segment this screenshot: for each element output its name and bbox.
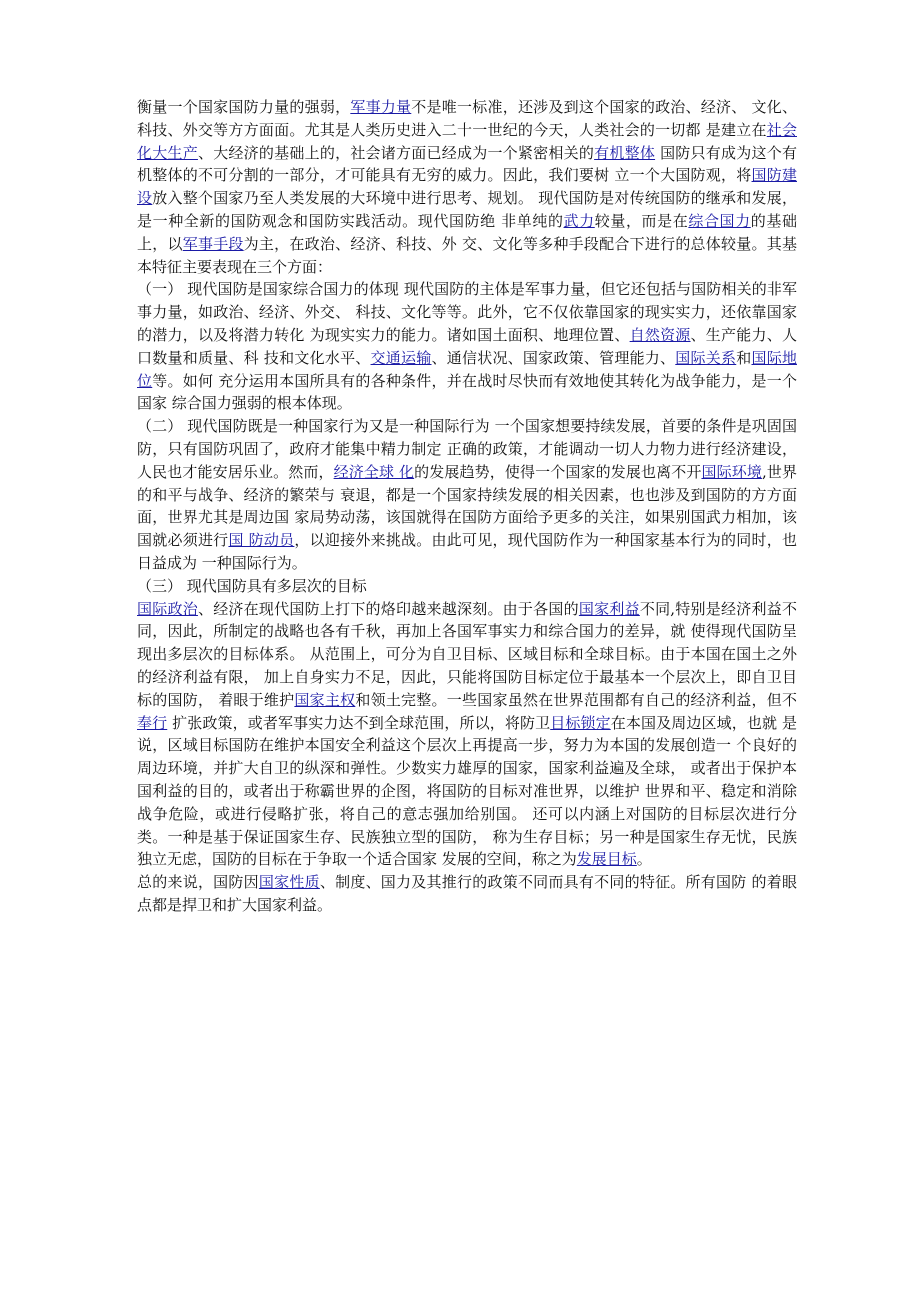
document-body: [137, 96, 797, 917]
hyperlink[interactable]: 发展目标: [576, 850, 637, 869]
text-run: （三） 现代国防具有多层次的目标: [137, 576, 367, 595]
hyperlink[interactable]: 目标锁定: [550, 713, 611, 732]
hyperlink[interactable]: 自然资源: [629, 325, 691, 344]
text-run: 在本国及周边区域，也就 是说，区域目标国防在维护本国安全利益这个层次上再提高一步，努力为本国的发展创造一 个良好的周边环境，并扩大自卫的纵深和弹性。少数实力雄厚的国家，国家利益遍及全球， 或者出于保护本国利益的目的，或者出于称霸世界的企图，将国防的目标对准世界，以维护 世界和平、稳定和消除战争危险，或进行侵略扩张，将自己的意志强加给别国。 还可以内涵上对国防的目标层次进行分类。一种是基于保证国家生存、民族独立型的国防， 称为生存目标；另一种是国家生存无忧，民族独立无虑，国防的目标在于争取一个适合国家 发展的空间，称之为: [137, 713, 797, 869]
text-run: 放入整个国家乃至人类发展的大环境中进行思考、规划。 现代国防是对传统国防的继承和发展，是一种全新的国防观念和国防实践活动。现代国防绝 非单纯的: [137, 189, 797, 230]
hyperlink[interactable]: 国际关系: [675, 348, 737, 367]
hyperlink[interactable]: 国 防动员: [228, 531, 295, 550]
hyperlink[interactable]: 军事手段: [182, 234, 244, 253]
hyperlink[interactable]: 国际地位: [137, 348, 797, 390]
text-run: 国防只有成为这个有机整体的不可分割的一部分，才可能具有无穷的威力。因此，我们要树 立一个大国防观，将: [137, 143, 797, 185]
hyperlink[interactable]: 国防建设: [137, 166, 797, 208]
hyperlink[interactable]: 国家主权: [294, 690, 356, 709]
hyperlink[interactable]: 国家利益: [578, 599, 640, 618]
paragraph-intro: [137, 96, 797, 278]
hyperlink[interactable]: 国家性质: [258, 873, 320, 892]
hyperlink[interactable]: 军事力量: [350, 98, 412, 116]
text-run: 为主，在政治、经济、科技、外 交、文化等多种手段配合下进行的总体较量。其基本特征主要表现在三个方面：: [137, 234, 797, 276]
paragraph-conclusion: [137, 871, 797, 917]
hyperlink[interactable]: 社会化大生产: [137, 120, 797, 162]
text-run: 、制度、国力及其推行的政策不同而具有不同的特征。所有国防 的着眼点都是捍卫和扩大国家利益。: [137, 873, 797, 914]
text-run: 、通信状况、国家政策、管理能力、: [431, 348, 676, 367]
text-run: 的发展趋势，使得一个国家的发展也离不开: [414, 462, 702, 481]
text-run: 、大经济的基础上的，社会诸方面已经成为一个紧密相关的: [197, 143, 595, 162]
hyperlink[interactable]: 有机整体: [594, 143, 656, 162]
text-run: （一） 现代国防是国家综合国力的体现 现代国防的主体是军事力量，但它还包括与国防相关的非军事力量，如政治、经济、外交、 科技、文化等等。此外，它不仅依靠国家的现实实力，还依靠国家的潜力，以及将潜力转化 为现实实力的能力。诸如国土面积、地理位置、: [137, 280, 797, 344]
text-run: （二） 现代国防既是一种国家行为又是一种国际行为 一个国家想要持续发展，首要的条件是巩固国防，只有国防巩固了，政府才能集中精力制定 正确的政策，才能调动一切人力物力进行经济建设，人民也才能安居乐业。然而，: [137, 417, 797, 481]
hyperlink[interactable]: 武力: [563, 211, 595, 230]
hyperlink[interactable]: 国际政治: [137, 599, 198, 618]
paragraph-section-1: [137, 278, 797, 415]
text-run: 扩张政策，或者军事实力达不到全球范围，所以，将防卫: [167, 713, 551, 732]
text-run: 和领土完整。一些国家虽然在世界范围都有自己的经济利益，但不: [355, 690, 797, 709]
paragraph-section-3-heading: [137, 575, 797, 598]
text-run: 较量，而是在: [594, 211, 689, 230]
paragraph-section-3-body: [137, 598, 797, 872]
text-run: 不是唯一标准，还涉及到这个国家的政治、经济、 文化、科技、外交等方方面面。尤其是人类历史进入二十一世纪的今天，人类社会的一切都 是建立在: [137, 98, 797, 139]
text-run: 的基础上，以: [137, 211, 797, 253]
text-run: 和: [736, 348, 752, 367]
hyperlink[interactable]: 奉行: [137, 713, 168, 732]
text-run: ，以迎接外来挑战。由此可见，现代国防作为一种国家基本行为的同时，也日益成为 一种国际行为。: [137, 531, 797, 572]
paragraph-section-2: [137, 415, 797, 575]
text-run: 、生产能力、人口数量和质量、科 技和文化水平、: [137, 325, 797, 367]
text-run: ,世界的和平与战争、经济的繁荣与 衰退，都是一个国家持续发展的相关因素，也也涉及到国防的方方面面，世界尤其是周边国 家局势动荡，该国就得在国防方面给予更多的关注，如果别国武力相加，该国就必须进行: [137, 462, 797, 550]
hyperlink[interactable]: 国际环境: [701, 462, 762, 481]
hyperlink[interactable]: 综合国力: [688, 211, 751, 230]
text-run: 不同,特别是经济利益不同，因此，所制定的战略也各有千秋，再加上各国军事实力和综合国力的差异，就 使得现代国防呈现出多层次的目标体系。 从范围上，可分为自卫目标、区域目标和全球目标。由于本国在国土之外的经济利益有限， 加上自身实力不足，因此，只能将国防目标定位于最基本一个层次上，即自卫目标的国防， 着眼于维护: [137, 599, 797, 709]
text-run: 。: [636, 850, 652, 869]
text-run: 衡量一个国家国防力量的强弱，: [137, 98, 351, 116]
text-run: 总的来说，国防因: [137, 873, 259, 892]
hyperlink[interactable]: 经济全球 化: [333, 462, 415, 481]
hyperlink[interactable]: 交通运输: [370, 348, 432, 367]
text-run: 等。如何 充分运用本国所具有的各种条件，并在战时尽快而有效地使其转化为战争能力，是一个国家 综合国力强弱的根本体现。: [137, 371, 797, 413]
text-run: 、经济在现代国防上打下的烙印越来越深刻。由于各国的: [197, 599, 579, 618]
